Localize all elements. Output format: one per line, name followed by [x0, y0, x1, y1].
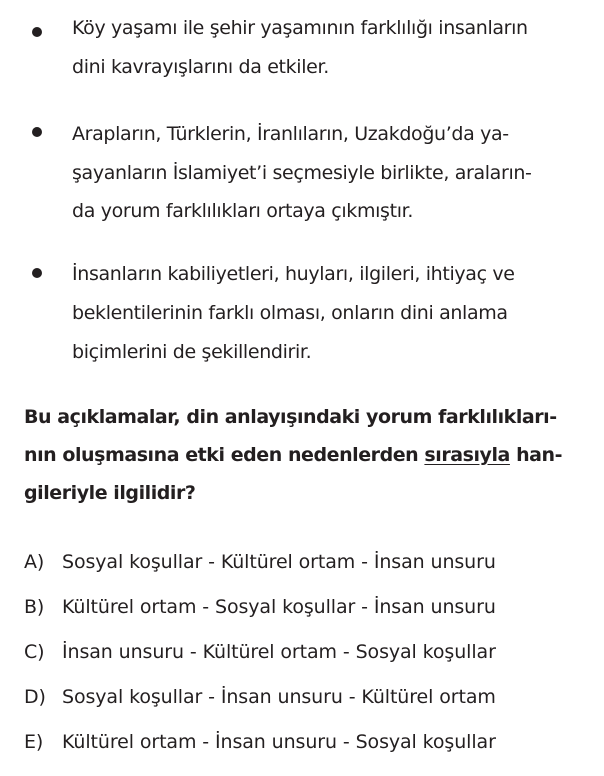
bullet-3-line-1: İnsanların kabiliyetleri, huyları, ilgileri, ihtiyaç ve	[72, 263, 515, 285]
question-underlined-word: sırasıyla	[424, 444, 510, 466]
option-e-letter: E)	[24, 731, 44, 753]
option-b-letter: B)	[24, 596, 45, 618]
question-line-3: gileriyle ilgilidir?	[24, 482, 196, 504]
option-d-letter: D)	[24, 686, 46, 708]
option-c-letter: C)	[24, 641, 45, 663]
question-line-1: Bu açıklamalar, din anlayışındaki yorum farklılıkları-	[24, 406, 557, 428]
option-a-letter: A)	[24, 551, 45, 573]
bullet-3-line-3: biçimlerini de şekillendirir.	[72, 341, 312, 363]
bullet-2-line-3: da yorum farklılıkları ortaya çıkmıştır.	[72, 200, 414, 222]
bullet-3-line-2: beklentilerinin farklı olması, onların dini anlama	[72, 302, 508, 324]
option-d-text: Sosyal koşullar - İnsan unsuru - Kültürel ortam	[62, 686, 496, 708]
option-c[interactable]	[24, 641, 496, 664]
option-d[interactable]	[24, 686, 496, 709]
bullet-1-line-1: Köy yaşamı ile şehir yaşamının farklılığı insanların	[72, 17, 528, 39]
bullet-dot-3	[32, 268, 42, 278]
question-line-2-end: han-	[509, 444, 563, 466]
option-a-text: Sosyal koşullar - Kültürel ortam - İnsan unsuru	[62, 551, 496, 573]
option-c-text: İnsan unsuru - Kültürel ortam - Sosyal koşullar	[62, 641, 496, 663]
option-a[interactable]	[24, 551, 496, 574]
option-b[interactable]	[24, 596, 496, 619]
bullet-2-line-1: Arapların, Türklerin, İranlıların, Uzakdoğu’da ya-	[72, 123, 509, 145]
option-e-text: Kültürel ortam - İnsan unsuru - Sosyal koşullar	[62, 731, 496, 753]
question-line-2-start: nın oluşmasına etki eden nedenlerden	[24, 444, 425, 466]
question-line-2	[24, 444, 562, 467]
option-e[interactable]	[24, 731, 496, 754]
bullet-dot-2	[32, 127, 42, 137]
bullet-2-line-2: şayanların İslamiyet’i seçmesiyle birlikte, araların-	[72, 162, 532, 184]
bullet-dot-1	[32, 27, 42, 37]
option-b-text: Kültürel ortam - Sosyal koşullar - İnsan unsuru	[62, 596, 496, 618]
bullet-1-line-2: dini kavrayışlarını da etkiler.	[72, 56, 329, 78]
